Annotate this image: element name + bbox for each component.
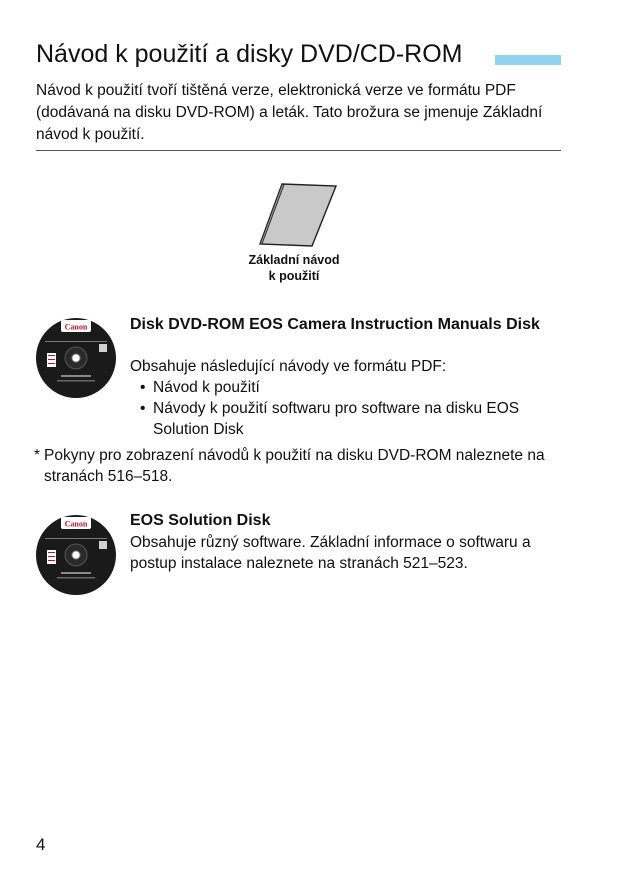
bullet-text: Návody k použití softwaru pro software na disku EOS Solution Disk [153,400,520,438]
section1-text: Obsahuje následující návody ve formátu PDF: [130,358,447,375]
divider [36,150,561,151]
disc-brand-label: Canon [64,322,88,332]
disc-brand-label: Canon [64,519,88,529]
footnote [34,445,564,487]
section1-title: Disk DVD-ROM EOS Camera Instruction Manuals Disk [130,316,540,333]
page-title: Návod k použití a disky DVD/CD-ROM [36,40,463,68]
section2-text: Obsahuje různý software. Základní informace o softwaru a postup instalace naleznete na stranách 521–523. [130,534,531,572]
list-item: • Návody k použití softwaru pro software na disku EOS Solution Disk [140,400,520,438]
title-accent-bar [495,55,561,65]
footnote-text: Pokyny pro zobrazení návodů k použití na disku DVD-ROM naleznete na stranách 516–518. [44,447,545,485]
booklet-caption [234,252,354,284]
booklet-caption-line2: k použití [268,269,320,283]
booklet-caption-line1: Základní návod [248,253,340,267]
page-number: 4 [36,835,46,854]
section2-title: EOS Solution Disk [130,512,271,529]
list-item: • Návod k použití [140,379,260,396]
section1-bullet-list [140,377,560,440]
intro-paragraph: Návod k použití tvoří tištěná verze, elektronická verze ve formátu PDF (dodávaná na disku DVD-ROM) a leták. Tato brožura se jmenuje Základní návod k použití. [36,82,543,143]
cd-disc-icon [35,514,117,596]
booklet-icon [258,182,338,248]
footnote-marker: * [34,447,41,464]
dvd-disc-icon [35,317,117,399]
bullet-text: Návod k použití [153,379,260,396]
